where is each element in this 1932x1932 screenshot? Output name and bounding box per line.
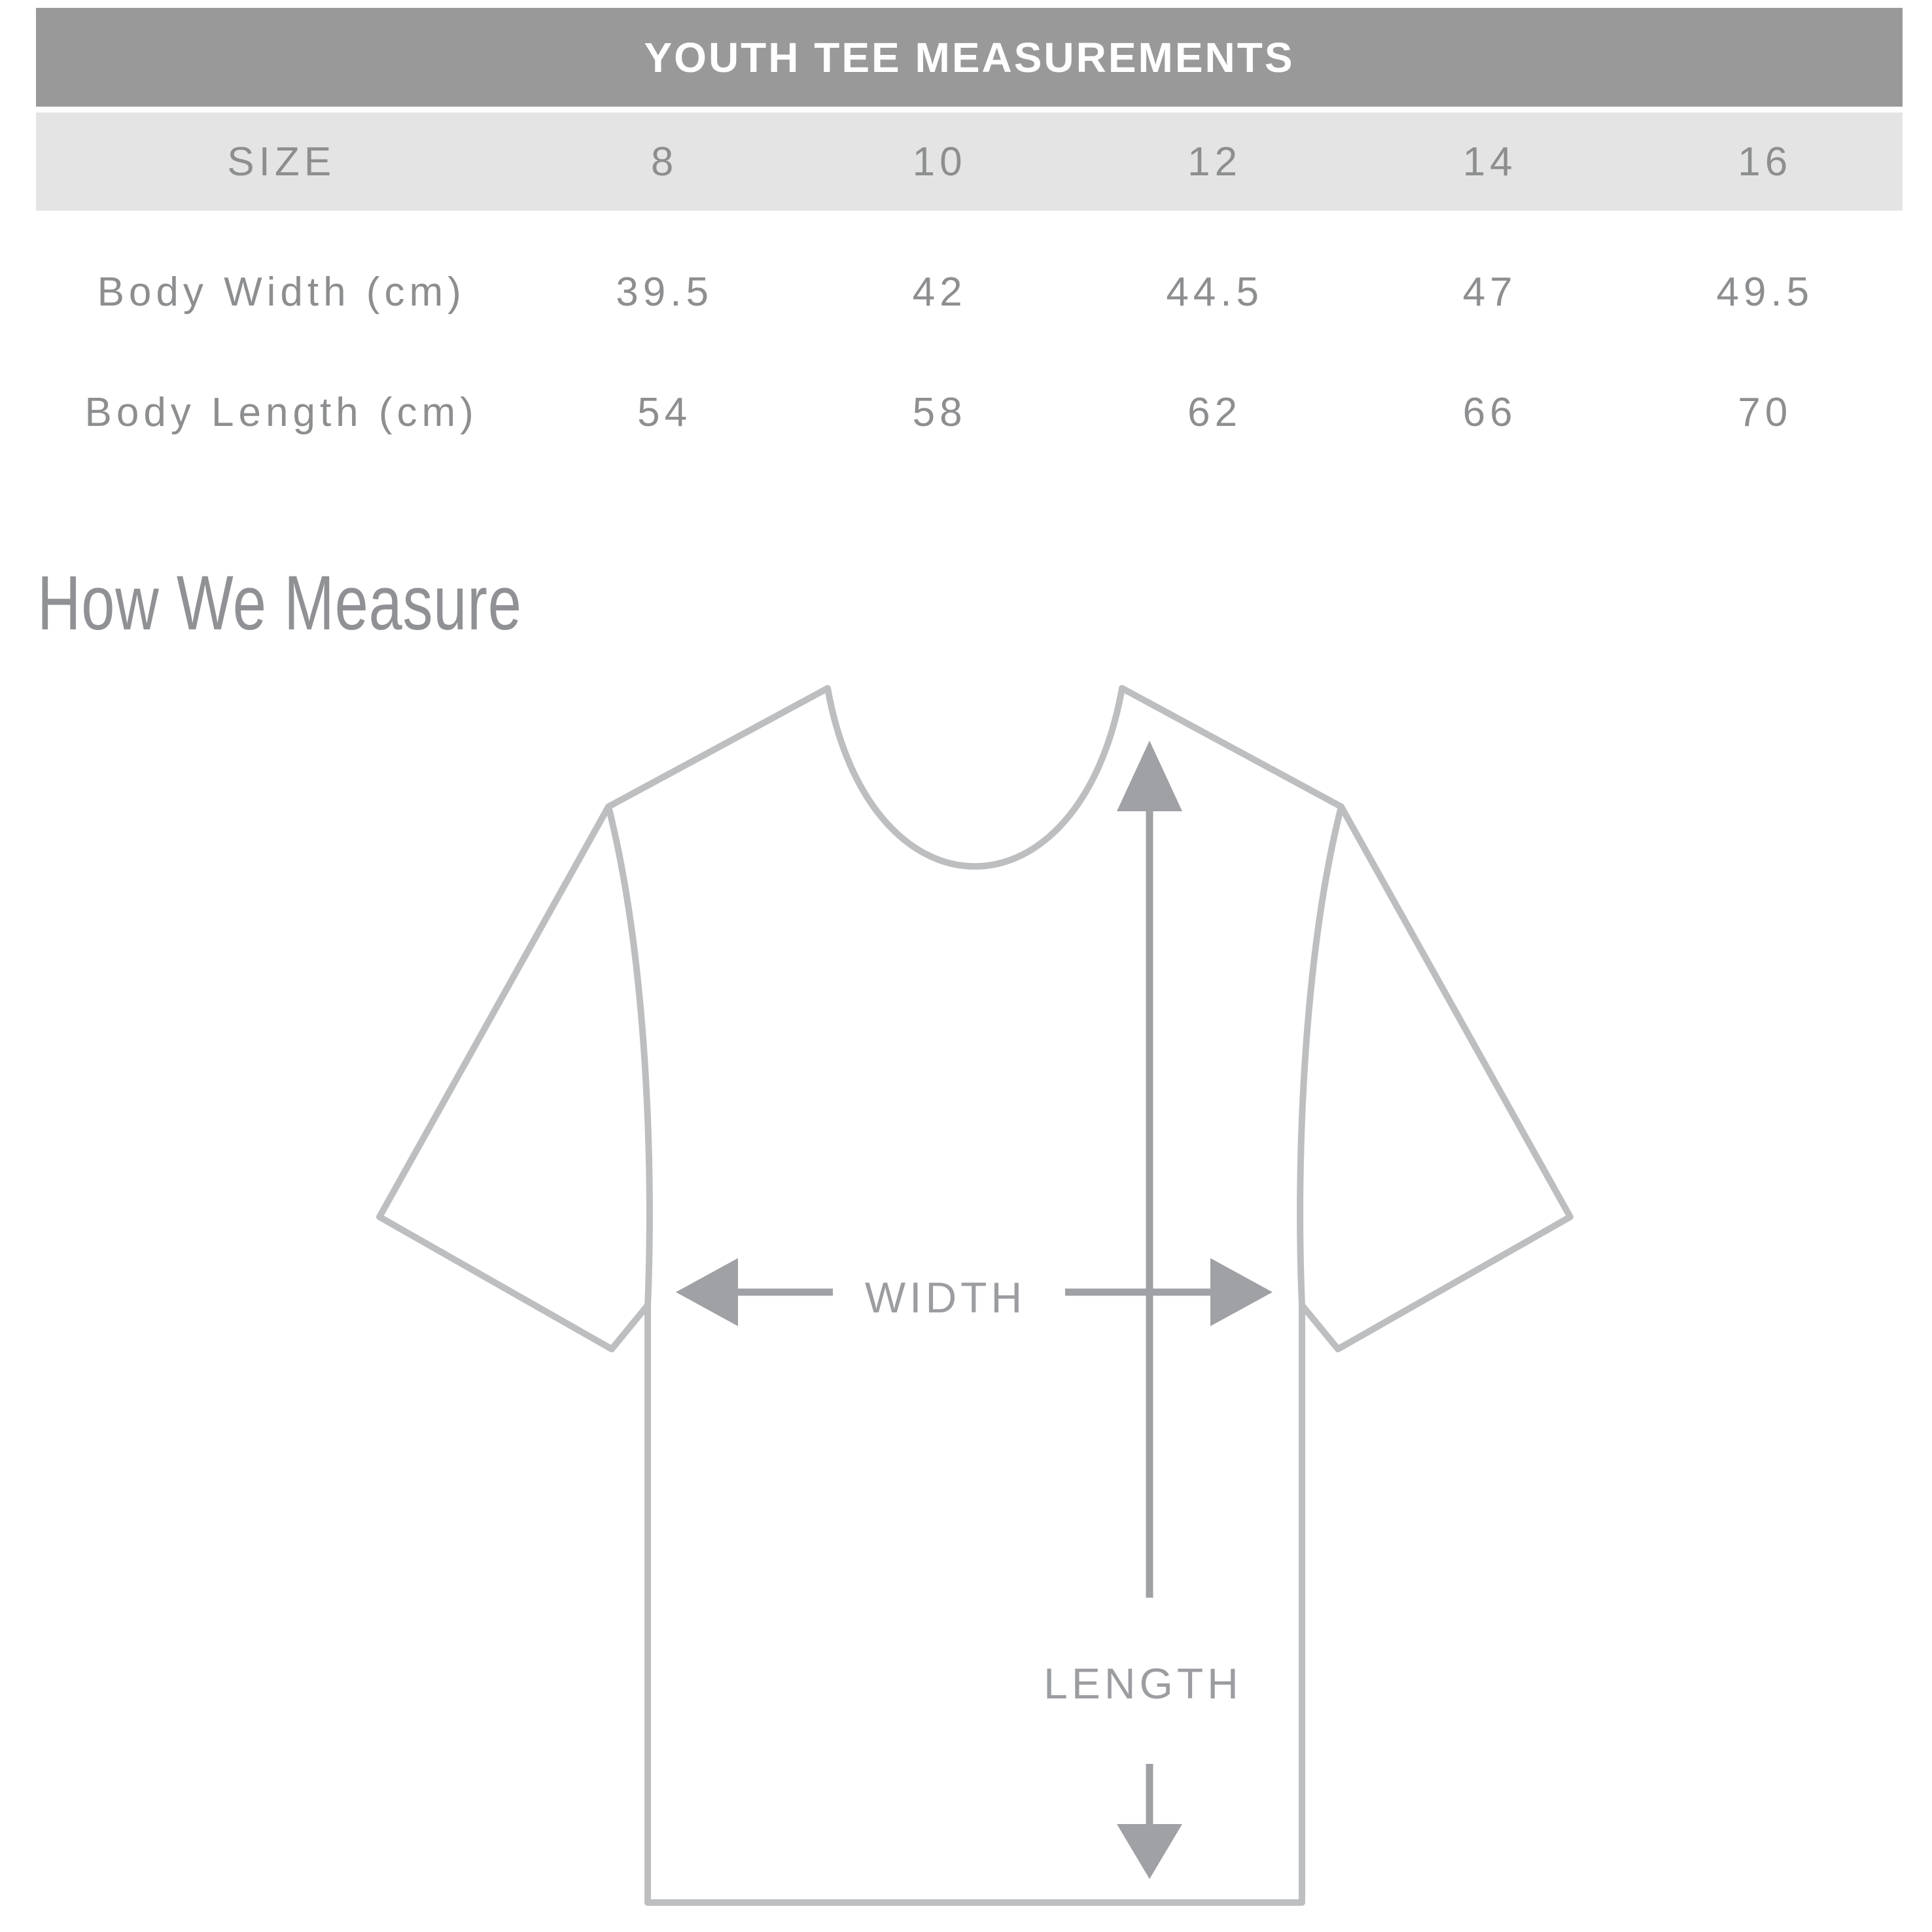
column-header-size-10: 10 [912,139,967,184]
row-label-body-length: Body Length (cm) [84,389,478,435]
column-header-size-14: 14 [1462,139,1517,184]
column-header-size-16: 16 [1738,139,1793,184]
body-width-value: 44.5 [1166,269,1263,315]
body-width-value: 42 [912,269,967,315]
body-length-value: 70 [1738,389,1793,435]
column-header-size-8: 8 [650,139,678,184]
body-length-value: 62 [1187,389,1242,435]
body-length-value: 58 [912,389,967,435]
body-length-value: 66 [1462,389,1517,435]
body-length-value: 54 [637,389,692,435]
body-width-value: 47 [1462,269,1517,315]
table-title: YOUTH TEE MEASUREMENTS [644,33,1295,81]
length-label: LENGTH [1044,1659,1242,1708]
width-label: WIDTH [864,1273,1027,1322]
body-width-value: 39.5 [616,269,713,315]
section-heading: How We Measure [37,560,522,646]
column-header-size: SIZE [227,139,336,184]
row-label-body-width: Body Width (cm) [97,269,466,315]
body-width-value: 49.5 [1716,269,1814,315]
column-header-size-12: 12 [1187,139,1242,184]
